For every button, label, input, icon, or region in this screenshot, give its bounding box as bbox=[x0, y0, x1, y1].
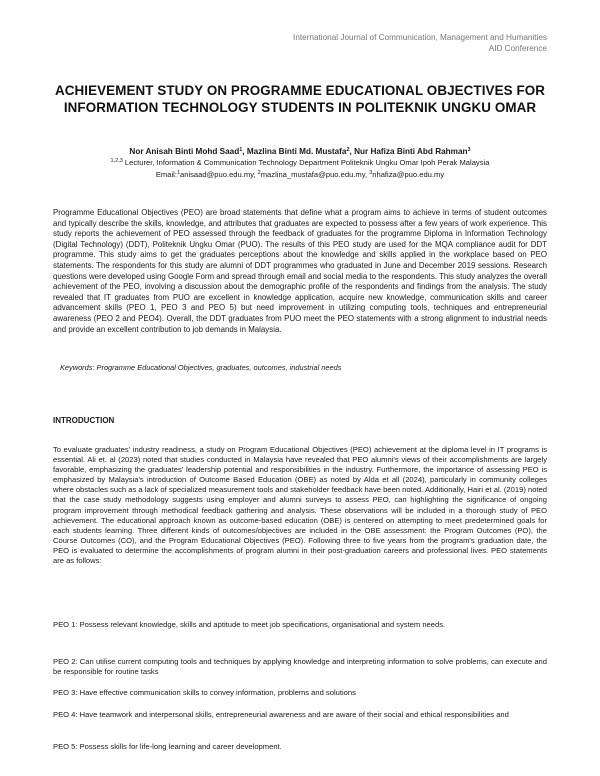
peo-statement: PEO 1: Possess relevant knowledge, skills and aptitude to meet job specifications, organisational and system needs. bbox=[53, 620, 446, 629]
affiliation-sup: 1,2,3 bbox=[110, 158, 123, 164]
affiliation bbox=[40, 158, 560, 168]
journal-name: International Journal of Communication, Management and Humanities bbox=[293, 33, 547, 42]
conference-name: AID Conference bbox=[488, 43, 547, 53]
introduction-paragraph: To evaluate graduates' industry readiness, a study on Program Educational Objectives (PEO) achievement at the diploma level in IT programs is essential. Ali et. al (2023) noted that studies conducted in Malaysia have revealed that PEO alumni's views of their accomplishments are largely favorable, emphasizing the graduates' leadership potential and responsibilities in the industry. Furthermore, the importance of assessing PEO is emphasized by Malaysia's introduction of Outcome Based Education (OBE) as noted by Alda et all (2024), particularly in community colleges where obstacles such as a lack of specialized measurement tools and stakeholder feedback have been noted. Additionally, Hairi et al. (2019) noted that the case study methodology suggests using employer and alumni surveys to assess PEO, can highlighting the significance of ongoing program improvement through methodical feedback gathering and analysis. These observations will be included in a thorough study of PEO achievement. The educational approach known as outcome-based education (OBE) is centered on attempting to meet predetermined goals for each students learning. Three different kinds of outcomes/objectives are included in the OBE assessment: the Program Outcomes (PO), the Course Outcomes (CO), and the Program Educational Objectives (PEO). Following three to five years from the program's graduation date, the PEO is evaluated to determine the accomplishments of program alumni in their post-graduation careers and professional lives. PEO statements are as follows: bbox=[53, 445, 547, 566]
author-list: Nor Anisah Binti Mohd Saad$^1$, Mazlina Binti Md. Mustafa$^2$, Nur Hafiza Binti Abd Rahman$^3$ bbox=[129, 147, 471, 156]
affiliation-text: Lecturer, Information & Communication Technology Department Politeknik Ungku Omar Ipoh Perak Malaysia bbox=[122, 158, 490, 167]
running-header bbox=[293, 33, 547, 54]
peo-statement: PEO 3: Have effective communication skills to convey information, problems and solutions bbox=[53, 688, 356, 697]
abstract: Programme Educational Objectives (PEO) are broad statements that define what a program aims to achieve in terms of student outcomes and typically describe the skills, knowledge, and attributes that graduates are expected to possess after a few years of work experience. This study reports the achievement of PEO assessed through the feedback of graduates for the programme Diploma in Information Technology (Digital Technology) (DDT), Politeknik Ungku Omar (PUO). The results of this PEO study are used for the MQA compliance audit for DDT programme. This study aims to get the graduates perceptions about the knowledge and skills applied in the workplace based on PEO statements. The respondents for this study are alumni of DDT programmes who graduated in June and December 2019 sessions. Research questions were developed using Google Form and spread through email and social media to the respondents. This study analyzes the overall achievement of the PEO, involving a discussion about the demographic profile of the respondents and findings from the analysis. The study revealed that IT graduates from PUO are excellent in knowledge application, acquire new knowledge, communication skills and career advancement skills (PEO 1, PEO 3 and PEO 5) but need improvement in utilizing computing tools, techniques and entrepreneurial awareness (PEO 2 and PEO4). Overall, the DDT graduates from PUO meet the PEO statements with a strong alignment to industrial needs and provide an excellent contribution to job demands in Malaysia. bbox=[53, 208, 547, 334]
email-line: Email:$^1$anisaad@puo.edu.my, $^2$mazlina_mustafa@puo.edu.my, $^3$nhafiza@puo.edu.my bbox=[155, 170, 445, 179]
email-sup: 3 bbox=[369, 170, 373, 176]
peo-statement: PEO 5: Possess skills for life-long learning and career development. bbox=[53, 742, 282, 751]
author-name: Mazlina Binti Md. Mustafa bbox=[246, 147, 347, 156]
peo-statement: PEO 2: Can utilise current computing tools and techniques by applying knowledge and interpreting information to solve problems, can execute and be responsible for routine tasks bbox=[53, 657, 547, 677]
author-name: Nur Hafiza Binti Abd Rahman bbox=[354, 147, 468, 156]
author-sup: 1 bbox=[239, 147, 243, 153]
author-name: Nor Anisah Binti Mohd Saad bbox=[129, 147, 240, 156]
keywords: Keywords: Programme Educational Objectives, graduates, outcomes, industrial needs bbox=[60, 363, 342, 372]
paper-title: ACHIEVEMENT STUDY ON PROGRAMME EDUCATIONAL OBJECTIVES FOR INFORMATION TECHNOLOGY STUDENTS IN POLITEKNIK UNGKU OMAR bbox=[54, 83, 546, 115]
section-heading-introduction: INTRODUCTION bbox=[53, 416, 115, 425]
peo-statement: PEO 4: Have teamwork and interpersonal skills, entrepreneurial awareness and are aware of their social and ethical responsibilities and bbox=[53, 710, 509, 719]
email-sup: 1 bbox=[176, 170, 180, 176]
email-address[interactable]: anisaad@puo.edu.my bbox=[180, 170, 254, 179]
email-label: Email: bbox=[155, 170, 177, 179]
author-sup: 2 bbox=[346, 147, 350, 153]
email-sup: 2 bbox=[257, 170, 261, 176]
author-sup: 3 bbox=[467, 147, 471, 153]
email-address[interactable]: nhafiza@puo.edu.my bbox=[372, 170, 445, 179]
email-address[interactable]: mazlina_mustafa@puo.edu.my bbox=[260, 170, 365, 179]
